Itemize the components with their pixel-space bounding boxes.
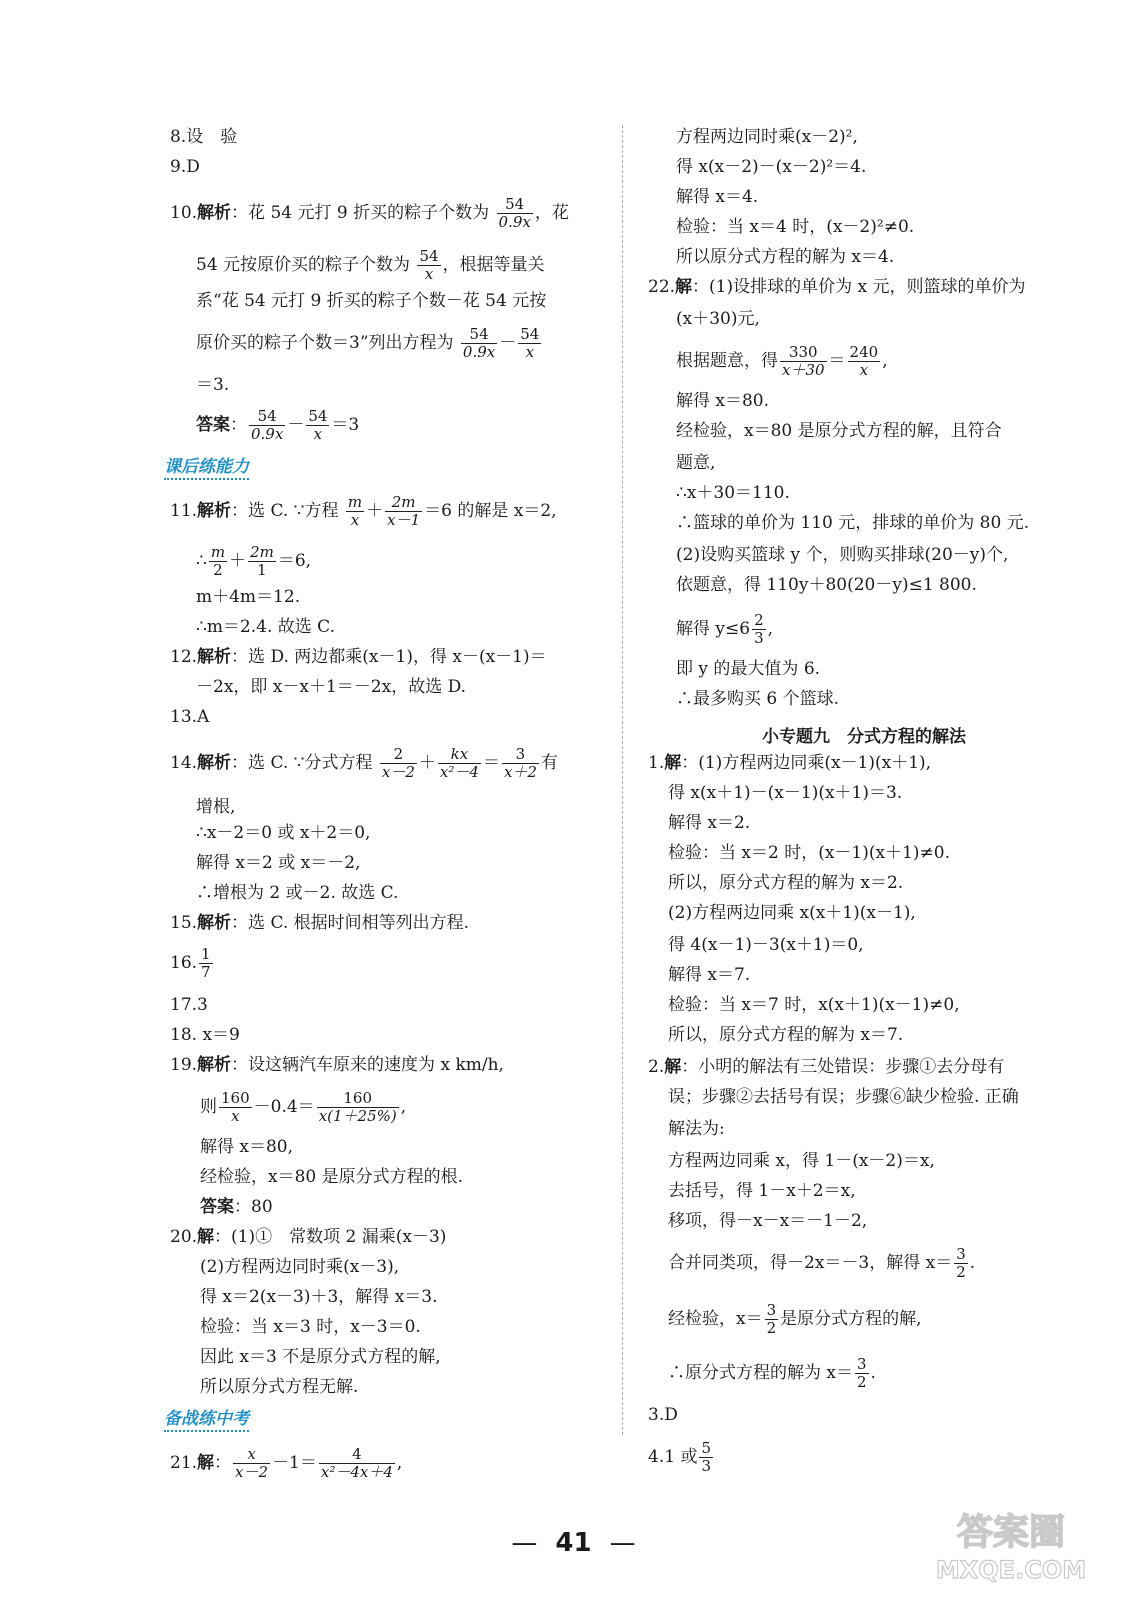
answer-21-line-3: 得 x(x－2)－(x－2)²＝4. — [676, 157, 867, 177]
fraction: $\frac{3}{2}$ — [956, 1245, 966, 1281]
answer-14-line-2: 增根, — [196, 797, 236, 817]
answer-20-line-4: 检验：当 x＝3 时，x－3＝0. — [200, 1317, 421, 1337]
sub-answer-1-line-5: 所以，原分式方程的解为 x＝2. — [668, 873, 904, 893]
answer-11-line-2: ∴ $\frac{m}{2}$ ＋ $\frac{2m}{1}$ ＝6, — [196, 543, 312, 579]
answer-12-line-1: 12.解析：选 D. 两边都乘(x－1)，得 x－(x－1)＝ — [170, 647, 547, 667]
sub-answer-1-line-9: 检验：当 x＝7 时，x(x＋1)(x－1)≠0, — [668, 995, 960, 1015]
answer-20-line-5: 因此 x＝3 不是原分式方程的解, — [200, 1347, 441, 1367]
answer-20-line-6: 所以原分式方程无解. — [200, 1377, 359, 1397]
column-divider — [622, 125, 623, 1435]
watermark-logo — [911, 1506, 1111, 1586]
fraction: $\frac{2m}{1}$ — [250, 543, 274, 579]
fraction: $\frac{54}{x}$ — [520, 325, 540, 361]
sub-answer-2-line-8: 经检验，x＝ $\frac{3}{2}$ 是原分式方程的解, — [668, 1301, 922, 1337]
section-heading-practice: 课后练能力 — [164, 452, 249, 480]
answer-19-answer: 答案：80 — [200, 1197, 273, 1217]
answer-22-line-9: (2)设购买篮球 y 个，则购买排球(20－y)个, — [676, 545, 1009, 565]
fraction: $\frac{5}{3}$ — [701, 1439, 711, 1475]
answer-19-line-2: 则 $\frac{160}{x}$ －0.4＝ $\frac{160}{x(1+25\%)}$ , — [200, 1089, 407, 1125]
answer-8: 8.设 验 — [170, 127, 238, 147]
answer-22-line-4: 解得 x＝80. — [676, 391, 770, 411]
fraction: $\frac{160}{x(1+25\%)}$ — [318, 1089, 397, 1125]
fraction: $\frac{4}{\text{x²－4x＋4}}$ — [320, 1445, 393, 1481]
fraction: $\frac{3}{2}$ — [766, 1301, 777, 1337]
answer-11-line-4: ∴m＝2.4. 故选 C. — [196, 617, 335, 637]
sub-answer-1-line-3: 解得 x＝2. — [668, 813, 751, 833]
answer-22-line-8: ∴篮球的单价为 110 元，排球的单价为 80 元. — [676, 513, 1030, 533]
sub-answer-1-line-10: 所以，原分式方程的解为 x＝7. — [668, 1025, 904, 1045]
fraction: $\frac{54}{0.9x}$ — [251, 407, 284, 443]
answer-16: 16. $\frac{1}{7}$ — [170, 945, 211, 981]
answer-21-line-1: 21.解： $\frac{x}{x-2}$ －1＝ $\frac{4}{\text{x²－4x＋4}}$ , — [170, 1445, 403, 1481]
sub-answer-2-line-9: ∴原分式方程的解为 x＝ $\frac{3}{2}$ . — [668, 1355, 876, 1391]
section-heading-exam: 备战练中考 — [164, 1404, 249, 1432]
answer-22-line-10: 依题意，得 110y＋80(20－y)≤1 800. — [676, 575, 977, 595]
answer-10-answer: 答案： $\frac{54}{0.9x}$ － $\frac{54}{x}$ ＝3 — [196, 407, 360, 443]
answer-22-line-6: 题意, — [676, 453, 716, 473]
answer-22-line-3: 根据题意，得 $\frac{330}{x+30}$ ＝ $\frac{240}{x}$ , — [676, 343, 888, 379]
fraction: $\frac{240}{x}$ — [849, 343, 879, 379]
answer-10-line-2: 54 元按原价买的粽子个数为 $\frac{54}{x}$ ，根据等量关 — [196, 247, 545, 283]
fraction: $\frac{3}{x+2}$ — [503, 745, 537, 781]
sub-answer-1-line-2: 得 x(x＋1)－(x－1)(x＋1)＝3. — [668, 783, 903, 803]
answer-9: 9.D — [170, 157, 200, 177]
answer-21-line-6: 所以原分式方程的解为 x＝4. — [676, 247, 895, 267]
svg-text:答案圈: 答案圈 — [956, 1512, 1066, 1553]
fraction: $\frac{3}{2}$ — [857, 1355, 867, 1391]
sub-answer-1-line-7: 得 4(x－1)－3(x＋1)＝0, — [668, 935, 864, 955]
page-number: — 41 — — [511, 1528, 636, 1558]
answer-15: 15.解析：选 C. 根据时间相等列出方程. — [170, 913, 470, 933]
answer-19-line-4: 经检验，x＝80 是原分式方程的根. — [200, 1167, 464, 1187]
fraction: $\frac{330}{x+30}$ — [782, 343, 825, 379]
fraction: $\frac{54}{x}$ — [419, 247, 439, 283]
fraction: $\frac{kx}{\text{x²－4}}$ — [439, 745, 479, 781]
answer-22-line-2: (x＋30)元, — [676, 309, 760, 329]
sub-answer-2-line-7: 合并同类项，得－2x＝－3，解得 x＝ $\frac{3}{2}$ . — [668, 1245, 976, 1281]
answer-14-line-4: 解得 x＝2 或 x＝－2, — [196, 853, 361, 873]
sub-answer-1-line-1: 1.解：(1)方程两边同乘(x－1)(x＋1), — [648, 753, 932, 773]
answer-22-line-13: ∴最多购买 6 个篮球. — [676, 689, 840, 709]
answer-14-line-1: 14.解析：选 C. ∵分式方程 $\frac{2}{x-2}$ ＋ $\frac{kx}{\text{x²－4}}$ ＝ $\frac{3}{x+2}$ 有 — [170, 745, 558, 781]
fraction: $\frac{2}{3}$ — [754, 611, 764, 647]
fraction: $\frac{x}{x-2}$ — [235, 1445, 269, 1481]
fraction: $\frac{160}{x}$ — [221, 1089, 250, 1125]
answer-10-line-1: 10.解析：花 54 元打 9 折买的粽子个数为 $\frac{54}{0.9x}$ ，花 — [170, 195, 569, 231]
fraction: $\frac{2}{x-2}$ — [381, 745, 415, 781]
sub-answer-2-line-4: 方程两边同乘 x，得 1－(x－2)＝x, — [668, 1151, 935, 1171]
sub-answer-4: 4.1 或 $\frac{5}{3}$ — [648, 1439, 711, 1475]
answer-14-line-5: ∴增根为 2 或－2. 故选 C. — [196, 883, 399, 903]
answer-14-line-3: ∴x－2＝0 或 x＋2＝0, — [196, 823, 371, 843]
answer-20-line-3: 得 x＝2(x－3)＋3，解得 x＝3. — [200, 1287, 438, 1307]
answer-18: 18. x＝9 — [170, 1025, 240, 1045]
answer-10-line-4: 原价买的粽子个数＝3”列出方程为 $\frac{54}{0.9x}$ － $\frac{54}{x}$ — [196, 325, 540, 361]
answer-20-line-2: (2)方程两边同时乘(x－3), — [200, 1257, 400, 1277]
sub-answer-2-line-6: 移项，得－x－x＝－1－2, — [668, 1211, 868, 1231]
fraction: $\frac{54}{x}$ — [308, 407, 328, 443]
subtopic-title: 小专题九 分式方程的解法 — [762, 727, 966, 747]
answer-11-line-1: 11.解析：选 C. ∵方程 $\frac{m}{x}$ ＋ $\frac{2m}{x-1}$ ＝6 的解是 x＝2, — [170, 493, 557, 529]
svg-text:MXQE.COM: MXQE.COM — [935, 1556, 1087, 1584]
watermark-icon — [911, 1506, 1111, 1586]
fraction: $\frac{54}{0.9x}$ — [498, 195, 531, 231]
fraction: $\frac{m}{2}$ — [210, 543, 226, 579]
answer-22-line-7: ∴x＋30＝110. — [676, 483, 790, 503]
answer-22-line-1: 22.解：(1)设排球的单价为 x 元，则篮球的单价为 — [648, 277, 1026, 297]
answer-17: 17.3 — [170, 995, 208, 1015]
sub-answer-2-line-2: 误；步骤②去括号有误；步骤⑥缺少检验. 正确 — [668, 1087, 1019, 1107]
answer-10-line-5: ＝3. — [196, 375, 230, 395]
fraction: $\frac{54}{0.9x}$ — [462, 325, 496, 361]
answer-19-line-3: 解得 x＝80, — [200, 1137, 294, 1157]
answer-21-line-4: 解得 x＝4. — [676, 187, 759, 207]
answer-20-line-1: 20.解：(1)① 常数项 2 漏乘(x－3) — [170, 1227, 447, 1247]
answer-21-line-2: 方程两边同时乘(x－2)², — [676, 127, 858, 147]
sub-answer-2-line-5: 去括号，得 1－x＋2＝x, — [668, 1181, 856, 1201]
sub-answer-3: 3.D — [648, 1405, 678, 1425]
sub-answer-1-line-4: 检验：当 x＝2 时，(x－1)(x＋1)≠0. — [668, 843, 951, 863]
answer-11-line-3: m＋4m＝12. — [196, 587, 301, 607]
fraction: $\frac{2m}{x-1}$ — [387, 493, 421, 529]
answer-21-line-5: 检验：当 x＝4 时，(x－2)²≠0. — [676, 217, 915, 237]
sub-answer-2-line-3: 解法为: — [668, 1119, 725, 1139]
answer-13: 13.A — [170, 707, 210, 727]
answer-10-line-3: 系“花 54 元打 9 折买的粽子个数－花 54 元按 — [196, 291, 547, 311]
answer-22-line-5: 经检验，x＝80 是原分式方程的解，且符合 — [676, 421, 1002, 441]
sub-answer-2-line-1: 2.解：小明的解法有三处错误：步骤①去分母有 — [648, 1057, 1005, 1077]
answer-12-line-2: －2x，即 x－x＋1＝－2x，故选 D. — [196, 677, 467, 697]
fraction: $\frac{1}{7}$ — [201, 945, 211, 981]
sub-answer-1-line-8: 解得 x＝7. — [668, 965, 751, 985]
fraction: $\frac{m}{x}$ — [347, 493, 363, 529]
answer-19-line-1: 19.解析：设这辆汽车原来的速度为 x km/h, — [170, 1055, 504, 1075]
answer-22-line-12: 即 y 的最大值为 6. — [676, 659, 821, 679]
answer-22-line-11: 解得 y≤6 $\frac{2}{3}$ , — [676, 611, 774, 647]
sub-answer-1-line-6: (2)方程两边同乘 x(x＋1)(x－1), — [668, 903, 916, 923]
